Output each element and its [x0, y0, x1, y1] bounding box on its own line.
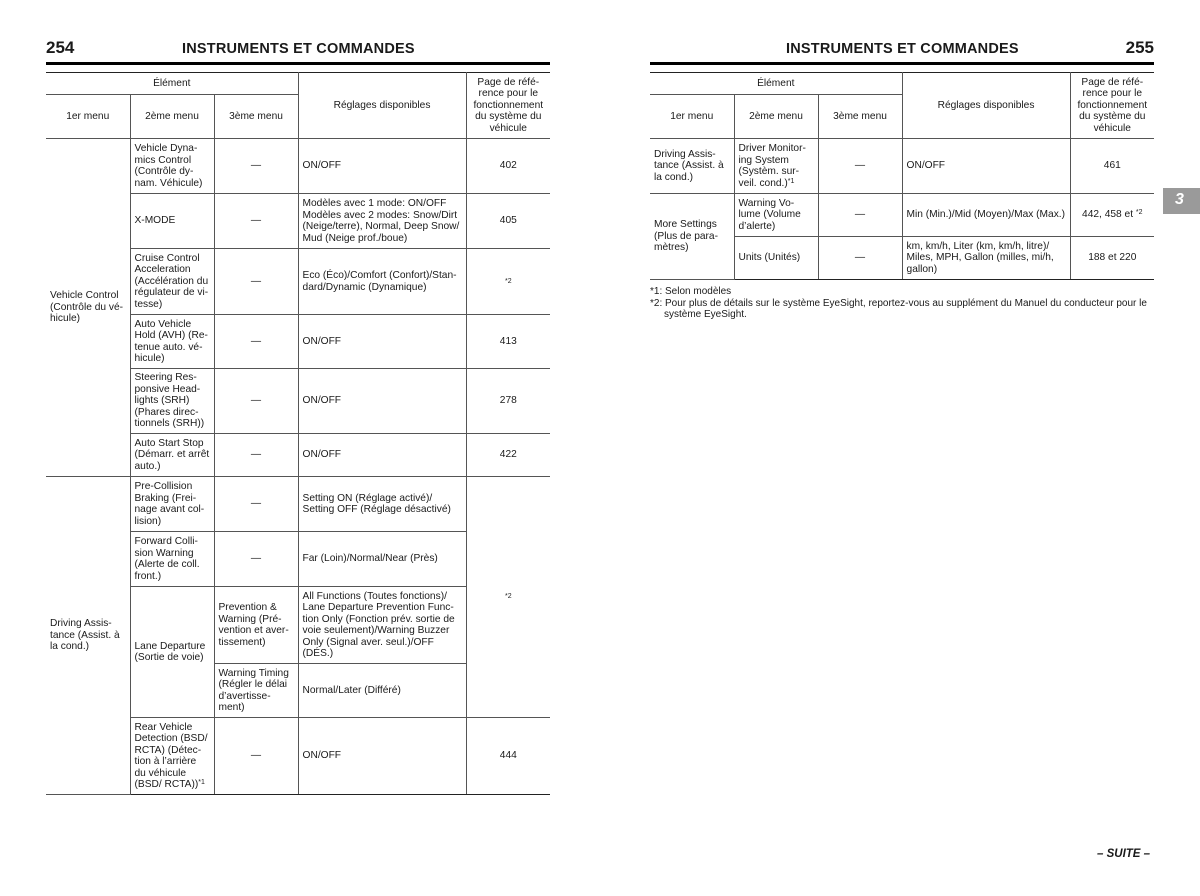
- settings-cell: ON/OFF: [298, 434, 466, 477]
- menu2-cell: [130, 718, 214, 795]
- settings-cell: Normal/Later (Différé): [298, 664, 466, 718]
- menu3-cell: Warning Timing (Régler le délai d’avertisse-ment): [214, 664, 298, 718]
- page-cell: 278: [466, 369, 550, 434]
- menu3-cell: —: [214, 194, 298, 249]
- table-row: [46, 477, 550, 532]
- menu3-cell: —: [214, 718, 298, 795]
- menu3-cell: —: [214, 369, 298, 434]
- group-label-driving-assistance: Driving Assis-tance (Assist. à la cond.): [46, 477, 130, 795]
- settings-header: Réglages disponibles: [298, 73, 466, 139]
- menu2-cell: Warning Vo-lume (Volume d’alerte): [734, 194, 818, 237]
- menu2-cell: Cruise Control Acceleration (Accélération du régulateur de vi-tesse): [130, 249, 214, 315]
- menu3-cell: —: [818, 139, 902, 194]
- settings-table: [46, 72, 550, 795]
- settings-cell: Eco (Éco)/Comfort (Confort)/Stan-dard/Dynamic (Dynamique): [298, 249, 466, 315]
- menu3-cell: Prevention & Warning (Pré-vention et aver-tissement): [214, 587, 298, 664]
- settings-cell: Far (Loin)/Normal/Near (Près): [298, 532, 466, 587]
- footnote-2: *2: Pour plus de détails sur le système EyeSight, reportez-vous au supplément du Manuel du conducteur pour le système EyeSight.: [650, 297, 1147, 321]
- element-header: Élément: [46, 73, 298, 95]
- page-header: [46, 38, 550, 65]
- menu1-cell: Driving Assis-tance (Assist. à la cond.): [650, 139, 734, 194]
- settings-cell: Setting ON (Réglage activé)/ Setting OFF (Réglage désactivé): [298, 477, 466, 532]
- page-number: 255: [1125, 38, 1154, 57]
- page-cell: 461: [1070, 139, 1154, 194]
- settings-table: [650, 72, 1154, 280]
- settings-cell: km, km/h, Liter (km, km/h, litre)/ Miles, MPH, Gallon (milles, mi/h, gallon): [902, 237, 1070, 280]
- page-number: 254: [46, 38, 75, 57]
- page-cell: 422: [466, 434, 550, 477]
- page-cell: 188 et 220: [1070, 237, 1154, 280]
- menu2-header: 2ème menu: [130, 95, 214, 139]
- settings-cell: Min (Min.)/Mid (Moyen)/Max (Max.): [902, 194, 1070, 237]
- settings-cell: ON/OFF: [298, 718, 466, 795]
- menu1-header: 1er menu: [650, 95, 734, 139]
- menu3-cell: —: [214, 434, 298, 477]
- menu3-cell: —: [818, 237, 902, 280]
- menu2-text: Driver Monitor-ing System (Systèm. sur-veil. cond.): [738, 143, 806, 189]
- settings-cell: ON/OFF: [298, 315, 466, 369]
- settings-cell: ON/OFF: [902, 139, 1070, 194]
- settings-header: Réglages disponibles: [902, 73, 1070, 139]
- page-cell: *2: [466, 249, 550, 315]
- settings-cell: All Functions (Toutes fonctions)/ Lane Departure Prevention Func-tion Only (Fonction prév. sortie de voie seulement)/Warning Buzzer Only (Signal aver. seul.)/OFF (DÉS.): [298, 587, 466, 664]
- menu2-cell: Auto Vehicle Hold (AVH) (Re-tenue auto. vé-hicule): [130, 315, 214, 369]
- continue-label: – SUITE –: [1097, 848, 1151, 860]
- page-ref-header: Page de réfé-rence pour le fonctionnement du système du véhicule: [1070, 73, 1154, 139]
- menu2-text: Rear Vehicle Detection (BSD/ RCTA) (Détec-tion à l’arrière du véhicule (BSD/ RCTA)): [134, 721, 208, 790]
- page-ref-header: Page de réfé-rence pour le fonctionnement du système du véhicule: [466, 73, 550, 139]
- menu2-cell: Pre-Collision Braking (Frei-nage avant col-lision): [130, 477, 214, 532]
- menu2-cell: Vehicle Dyna-mics Control (Contrôle dy-nam. Véhicule): [130, 139, 214, 194]
- page-cell: 402: [466, 139, 550, 194]
- settings-cell: ON/OFF: [298, 139, 466, 194]
- footnote-ref: *1: [787, 177, 795, 185]
- page-header: [650, 38, 1154, 65]
- settings-cell: ON/OFF: [298, 369, 466, 434]
- menu2-cell: [734, 139, 818, 194]
- menu2-cell: Units (Unités): [734, 237, 818, 280]
- chapter-tab: [1163, 188, 1200, 214]
- menu3-header: 3ème menu: [214, 95, 298, 139]
- settings-cell: Modèles avec 1 mode: ON/OFF Modèles avec 2 modes: Snow/Dirt (Neige/terre), Normal, Deep Snow/ Mud (Neige prof./boue): [298, 194, 466, 249]
- chapter-number: 3: [1175, 191, 1184, 208]
- page-cell: 444: [466, 718, 550, 795]
- menu2-cell: Auto Start Stop (Démarr. et arrêt auto.): [130, 434, 214, 477]
- menu3-cell: —: [214, 249, 298, 315]
- group-label-vehicle-control: Vehicle Control (Contrôle du vé-hicule): [46, 139, 130, 477]
- table-row: [46, 139, 550, 194]
- page-title: INSTRUMENTS ET COMMANDES: [786, 41, 1019, 57]
- menu2-cell: Steering Res-ponsive Head-lights (SRH) (Phares direc-tionnels (SRH)): [130, 369, 214, 434]
- menu2-cell: Lane Departure (Sortie de voie): [130, 587, 214, 718]
- page-cell: *2: [466, 477, 550, 718]
- menu1-header: 1er menu: [46, 95, 130, 139]
- table-row: [650, 139, 1154, 194]
- page-text: 442, 458 et: [1082, 209, 1134, 221]
- page-cell: 413: [466, 315, 550, 369]
- menu2-header: 2ème menu: [734, 95, 818, 139]
- page-cell: [1070, 194, 1154, 237]
- menu3-cell: —: [214, 315, 298, 369]
- page-cell: 405: [466, 194, 550, 249]
- menu3-header: 3ème menu: [818, 95, 902, 139]
- menu2-cell: X-MODE: [130, 194, 214, 249]
- footnote-1: *1: Selon modèles: [650, 286, 732, 297]
- table-row: [650, 194, 1154, 237]
- group-label-more-settings: More Settings (Plus de para-mètres): [650, 194, 734, 280]
- footnote-ref: *2: [1135, 209, 1143, 217]
- element-header: Élément: [650, 73, 902, 95]
- menu2-cell: Forward Colli-sion Warning (Alerte de coll. front.): [130, 532, 214, 587]
- menu3-cell: —: [214, 477, 298, 532]
- footnote-ref: *1: [198, 779, 205, 786]
- footnotes: [650, 286, 1154, 321]
- page-title: INSTRUMENTS ET COMMANDES: [182, 41, 415, 57]
- menu3-cell: —: [214, 139, 298, 194]
- menu3-cell: —: [818, 194, 902, 237]
- menu3-cell: —: [214, 532, 298, 587]
